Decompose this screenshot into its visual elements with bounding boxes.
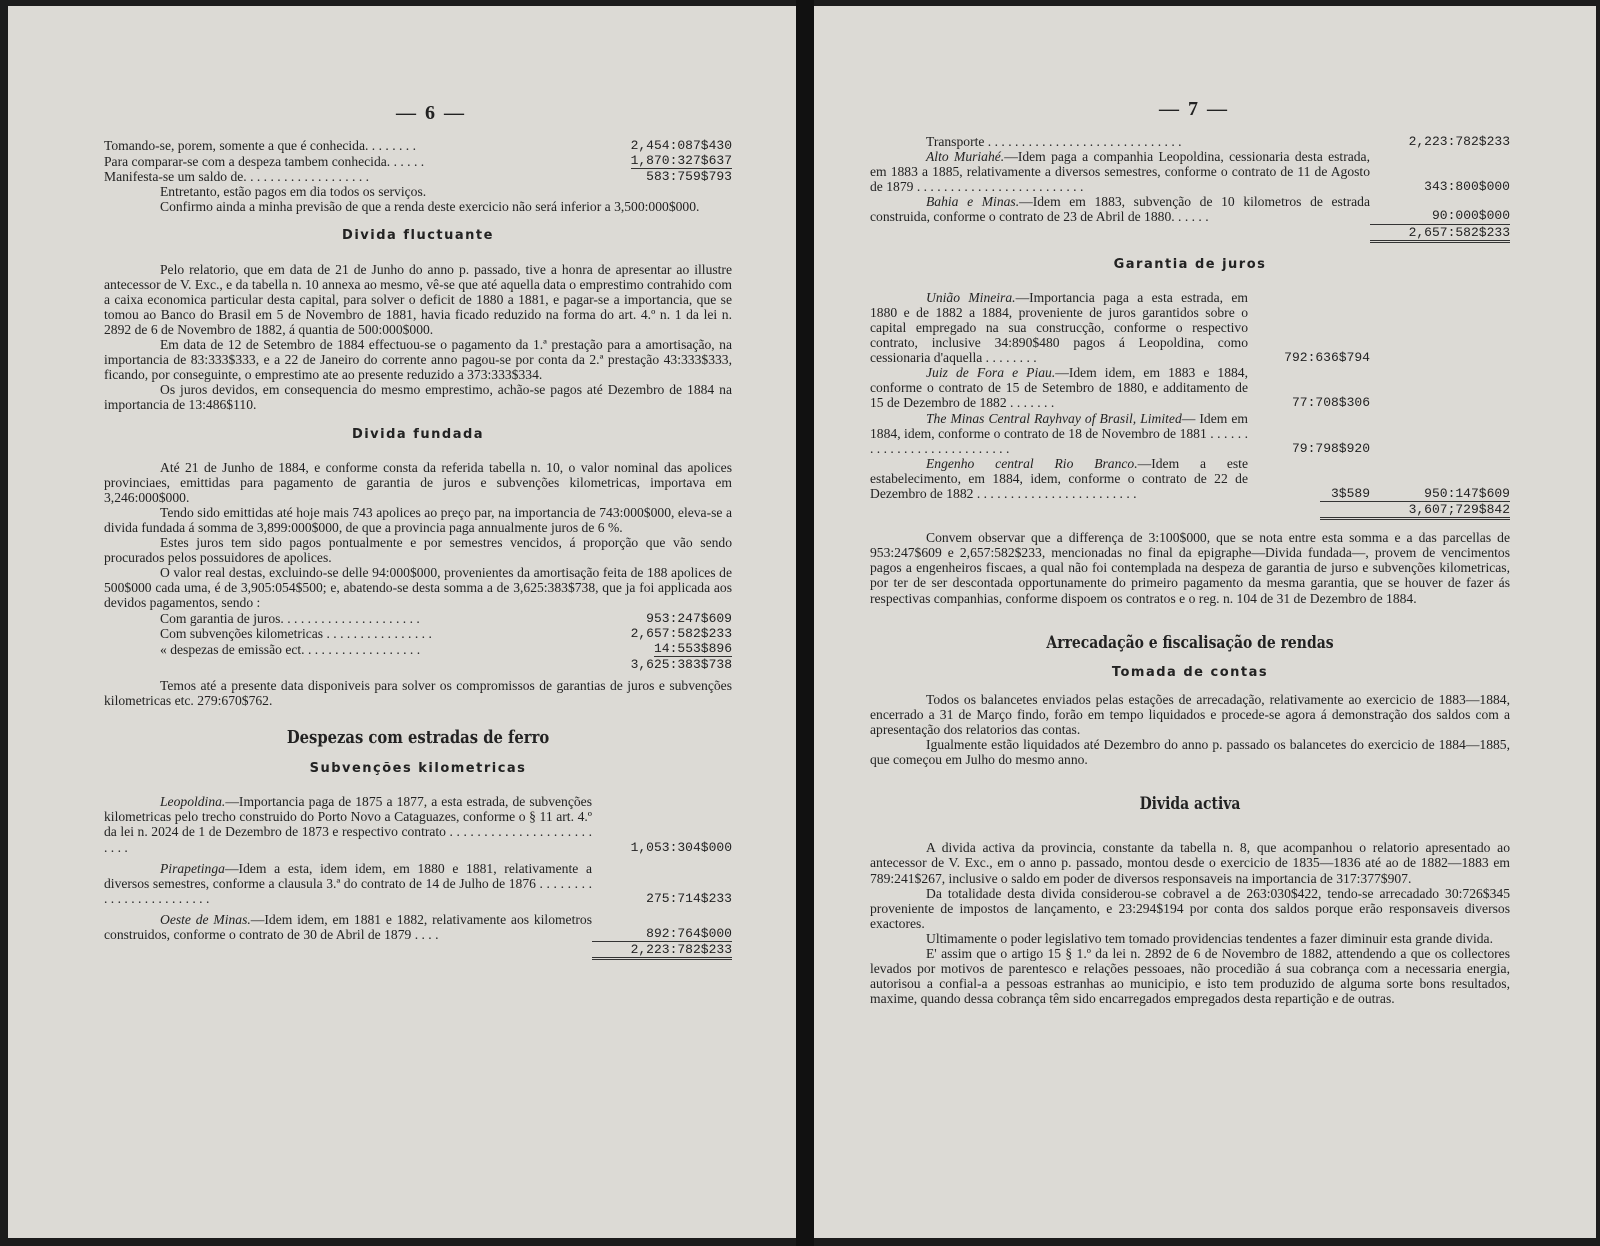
row-amount: 77:708$306 [1291,395,1370,411]
section-heading: Garantia de juros [1113,256,1267,272]
railway-name: Engenho central Rio Branco. [926,455,1138,471]
book-gutter [796,0,814,1246]
paragraph: E' assim que o artigo 15 § 1.º da lei n. 2892 de 6 de Novembro de 1882, attendendo a que os collectores levados por motivos de parentesco e relações pessoaes, não procedião á sua cobrança com a necessaria energia, autorisou a confial-a a pessoas estranhas ao municipio, e isto tem produzido de alguma sorte bons resultados, maxime, quando dessa cobrança têm sido encarregados empregados desta repartição e de outras. [870,946,1510,1007]
railway-name: União Mineira. [926,289,1016,305]
row-description: —Idem paga a companhia Leopoldina, cessionaria desta estrada, em 1883 a 1885, relativamente a diversos semestres, conforme o contrato de 11 de Agosto de 1879 . . . . . . . . . . . . . . . . . . . . . . . . . [870,149,1370,195]
row-amount: 343:800$000 [1424,179,1510,195]
paragraph: Os juros devidos, em consequencia do mesmo emprestimo, achão-se pagos até Dezembro de 1884 na importancia de 13:486$110. [104,382,732,413]
row-amount: 1,870:327$637 [630,153,732,169]
row-text [870,149,1370,194]
row-text [870,456,1248,501]
paragraph: Temos até a presente data disponiveis para solver os compromissos de garantias de juros e subvenções kilometricas etc. 279:670$762. [104,677,732,708]
row-amount: 953:247$609 [646,610,732,626]
left-page [8,6,796,1238]
railway-name: Leopoldina. [160,794,226,810]
row-text: Para comparar-se com a despeza tambem conhecida. . . . . . [104,154,425,170]
row-text [870,290,1248,365]
subvencao-row [104,912,732,942]
total-amount: 2,223:782$233 [592,942,732,960]
row-text: Tomando-se, porem, somente a que é conhecida. . . . . . . . [104,138,416,153]
garantia-row [870,290,1510,365]
right-page [814,6,1596,1238]
section-heading: Divida fundada [351,426,485,442]
row-description: — Idem em 1884, idem, conforme o contrato de 18 de Novembro de 1881 . . . . . . . . . . . . . . . . . . . . . . . . . . . [870,410,1248,456]
paragraph: Pelo relatorio, que em data de 21 de Junho do anno p. passado, tive a honra de apresentar ao illustre antecessor de V. Exc., e da tabella n. 10 annexa ao mesmo, vê-se que até aquella data o emprestimo contrahido com a caixa economica particular desta capital, para solver o deficit de 1880 a 1881, e pagar-se a importancia, que se tomou ao Banco do Brasil em 5 de Novembro de 1881, havia ficado reduzido na forma do art. 4.º n. 1 da lei n. 2892 de 6 de Novembro de 1882, á quantia de 500:000$000. [104,261,732,337]
row-amount: 1,053:304$000 [630,839,732,855]
subvencao-row [104,794,732,854]
section-title: Arrecadação e fiscalisação de rendas [1046,632,1334,653]
paragraph: Ultimamente o poder legislativo tem tomado providencias tendentes a fazer diminuir esta grande divida. [926,930,1493,946]
row-description: —Idem a esta, idem idem, em 1880 e 1881, relativamente a diversos semestres, conforme a clausula 3.ª do contrato de 14 de Julho de 1876 . . . . . . . . . . . . . . . . . . . . . . . . [104,860,592,906]
row-description: —Idem idem, em 1883 e 1884, conforme o contrato de 15 de Setembro de 1880, e additamento de 15 de Dezembro de 1882 . . . . . . . [870,365,1248,411]
paragraph: Convem observar que a differença de 3:100$000, que se nota entre esta somma e a das parcellas de 953:247$609 e 2,657:582$233, mencionadas no final da epigraphe—Divida fundada—, provem de vencimentos pagos a engenheiros fiscaes, a qual não foi contemplada na despeza de garantia de jurso e subvenções kilometricas, por ter de ser descontada opportunamente do primeiro pagamento da mesma garantia, que se houver de fazer ás respectivas companhias, conforme dispoem os contratos e o reg. n. 104 de 31 de Dezembro de 1884. [870,530,1510,606]
row-text [104,912,592,942]
section-heading: Subvenções kilometricas [309,761,527,777]
row-subtotal: 950:147$609 [1424,485,1510,501]
paragraph: Estes juros tem sido pagos pontualmente e por semestres vencidos, á proporção que vão sendo procurados pelos possuidores de apolices. [104,535,732,566]
page-number: — 7 — [1159,98,1229,120]
row-text [870,411,1248,456]
garantia-total-row [870,501,1510,520]
fund-item-row [104,611,732,626]
paragraph: Até 21 de Junho de 1884, e conforme consta da referida tabella n. 10, o valor nominal das apolices provinciaes, emittidas para pagamento de garantia de juros e subvenções kilometricas, importava em 3,246:000$000. [104,459,732,505]
intro-row [104,138,732,153]
paragraph: Todos os balancetes enviados pelas estações de arrecadação, relativamente ao exercicio de 1883—1884, encerrado a 31 de Março findo, forão em tempo liquidados e procede-se agora á demonstração dos saldos com a apresentação dos relatorios das contas. [870,691,1510,737]
paragraph: Em data de 12 de Setembro de 1884 effectuou-se o pagamento da 1.ª prestação para a amortisação, na importancia de 83:333$333, e a 22 de Janeiro do corrente anno pagou-se por conta da 2.ª prestação 43:333$333, ficando, por conseguinte, o emprestimo ate ao presente reduzido a 373:333$334. [104,337,732,383]
paragraph: Da totalidade desta divida considerou-se cobravel a de 263:030$422, tendo-se arrecadado 30:726$345 proveniente de impostos de lançamento, e 23:294$194 por conta dos saldos porque erão responsaveis diversos exactores. [870,885,1510,931]
section-title: Despezas com estradas de ferro [286,727,550,749]
paragraph: O valor real destas, excluindo-se delle 94:000$000, provenientes da amortisação feita de 188 apolices de 500$000 cada uma, é de 3,905:054$500; e, abatendo-se desta somma a de 3,625:383$738, que ja foi applicada aos devidos pagamentos, sendo : [104,565,732,611]
row-text: « despezas de emissão ect. . . . . . . . . . . . . . . . . . [160,641,421,657]
railway-name: Oeste de Minas. [160,911,251,927]
row-amount: 2,657:582$233 [630,625,732,641]
railway-name: The Minas Central Rayhvay of Brasil, Limited [926,410,1182,426]
total-amount: 3,625:383$738 [630,656,732,672]
garantia-row [870,456,1510,501]
paragraph: Confirmo ainda a minha previsão de que a renda deste exercicio não será inferior a 3,500:000$000. [160,199,700,215]
subvencao-total-row [104,942,732,960]
row-amount: 3$589 [1330,485,1370,501]
page-number: — 6 — [396,102,466,124]
fund-item-row [104,626,732,641]
paragraph: Tendo sido emittidas até hoje mais 743 apolices ao preço par, na importancia de 743:000$000, eleva-se a divida fundada á somma de 3,899:000$000, de que a provincia paga annualmente juros de 6 %. [104,504,732,535]
railway-name: Juiz de Fora e Piau. [926,365,1056,381]
row-amount: 14:553$896 [653,640,732,656]
total-amount: 3,607;729$842 [1320,501,1510,520]
page-body [870,134,1510,1006]
section-heading: Divida fluctuante [342,228,494,244]
subvencao-total-row [870,225,1510,243]
railway-name: Pirapetinga [160,860,225,876]
garantia-row [870,411,1510,456]
transporte-row [870,134,1510,149]
subvencao-row [870,149,1510,194]
row-text: Com garantia de juros. . . . . . . . . . . . . . . . . . . . . [160,610,420,626]
railway-name: Alto Muriahé. [926,149,1005,165]
row-amount: 275:714$233 [646,890,732,906]
intro-row [104,153,732,169]
row-amount: 792:636$794 [1284,350,1370,366]
row-description: —Idem idem, em 1881 e 1882, relativamente aos kilometros construidos, conforme o contrato de 30 de Abril de 1879 . . . . [104,911,592,943]
intro-row [104,169,732,184]
page-body [104,138,732,960]
row-text [870,365,1248,410]
fund-item-row [104,641,732,657]
paragraph: Entretanto, estão pagos em dia todos os serviços. [160,184,427,200]
row-description: —Idem a este estabelecimento, em 1884, idem, conforme o contrato de 22 de Dezembro de 1882 . . . . . . . . . . . . . . . . . . . . . . . . [870,455,1248,501]
row-text: Manifesta-se um saldo de. . . . . . . . . . . . . . . . . . . [104,169,370,185]
row-text: Transporte . . . . . . . . . . . . . . . . . . . . . . . . . . . . . [926,134,1182,149]
subvencao-row [870,194,1510,224]
row-amount: 2,454:087$430 [630,138,732,153]
row-amount: 892:764$000 [592,926,732,942]
section-title: Divida activa [1139,794,1241,815]
total-amount: 2,657:582$233 [1370,225,1510,243]
row-text [104,861,592,906]
row-text: Com subvenções kilometricas . . . . . . . . . . . . . . . . [160,625,432,641]
section-heading: Tomada de contas [1111,664,1269,680]
row-description: —Importancia paga de 1875 a 1877, a esta estrada, de subvenções kilometricas pelo trecho construido do Porto Novo a Cataguazes, conforme o § 11 art. 4.º da lei n. 2024 de 1 de Dezembro de 1873 e respectivo contrato . . . . . . . . . . . . . . . . . . . . . . . . . [104,794,592,855]
row-text [104,794,592,854]
row-amount: 2,223:782$233 [1408,134,1510,149]
row-amount: 79:798$920 [1291,440,1370,456]
row-amount: 90:000$000 [1370,208,1510,224]
subvencao-row [104,861,732,906]
railway-name: Bahia e Minas. [926,194,1020,210]
paragraph: A divida activa da provincia, constante da tabella n. 8, que acompanhou o relatorio apresentado ao antecessor de V. Exc., em o anno p. passado, montou desde o exercicio de 1835—1836 até ao de 1882—1883 em 789:241$267, inclusive o saldo em poder de diversos responsaveis na importancia de 317:377$907. [870,840,1510,886]
fund-total-row [104,657,732,672]
garantia-row [870,365,1510,410]
row-text [870,194,1370,224]
row-description: —Idem em 1883, subvenção de 10 kilometros de estrada construida, conforme o contrato de 23 de Abril de 1880. . . . . . [870,194,1371,225]
paragraph: Igualmente estão liquidados até Dezembro do anno p. passado os balancetes do exercicio de 1884—1885, que começou em Julho do mesmo anno. [870,737,1510,768]
row-description: —Importancia paga a esta estrada, em 1880 e de 1882 a 1884, proveniente de juros garantidos sobre o capital empregado na sua construcção, conforme o respectivo contrato, inclusive 34:890$480 pagos á Leopoldina, como cessionaria d'aquella . . . . . . . . [870,289,1249,366]
row-amount: 583:759$793 [646,169,732,185]
